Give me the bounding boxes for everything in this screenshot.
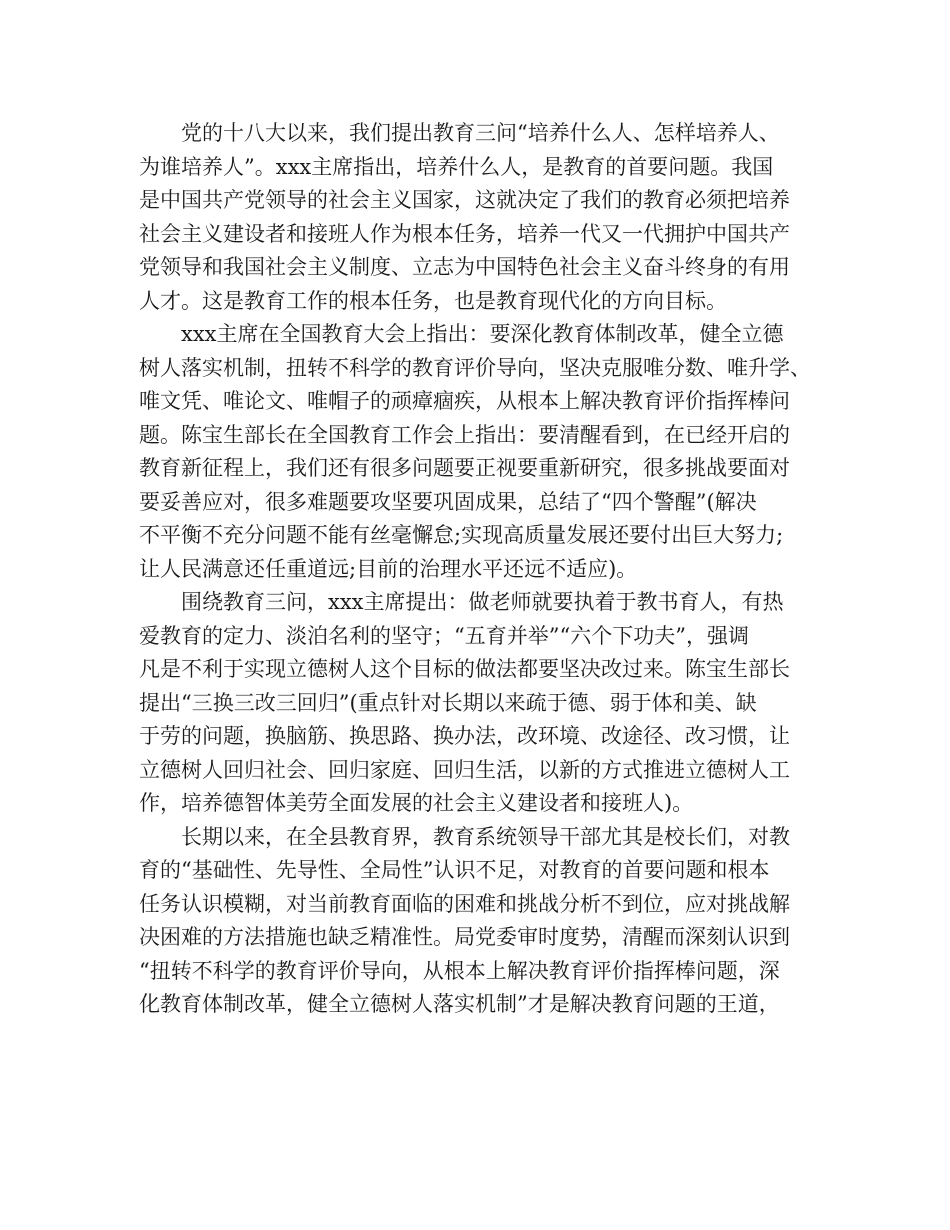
paragraph-line: 树人落实机制，扭转不科学的教育评价导向，坚决克服唯分数、唯升学、 xyxy=(139,355,811,380)
paragraph-line: 于劳的问题，换脑筋、换思路、换办法，改环境、改途径、改习惯，让 xyxy=(139,724,790,748)
paragraph xyxy=(139,117,819,318)
paragraph-line: 社会主义建设者和接班人作为根本任务，培养一代又一代拥护中国共产 xyxy=(139,221,790,246)
paragraph-line: 为谁培养人”。xxx主席指出，培养什么人，是教育的首要问题。我国 xyxy=(139,154,774,179)
paragraph-first-line: xxx主席在全国教育大会上指出：要深化教育体制改革，健全立德 xyxy=(181,322,784,346)
paragraph-line: 让人民满意还任重道远;目前的治理水平还远不适应)。 xyxy=(139,556,638,581)
paragraph-line: 唯文凭、唯论文、唯帽子的顽瘴痼疾，从根本上解决教育评价指挥棒问 xyxy=(139,389,790,413)
paragraph-line: 党领导和我国社会主义制度、立志为中国特色社会主义奋斗终身的有用 xyxy=(139,255,790,279)
paragraph-line: 化教育体制改革，健全立德树人落实机制”才是解决教育问题的王道， xyxy=(139,992,780,1016)
paragraph xyxy=(139,318,819,586)
paragraph-line: 决困难的方法措施也缺乏精准性。局党委审时度势，清醒而深刻认识到 xyxy=(139,925,790,949)
paragraph-first-line: 长期以来，在全县教育界，教育系统领导干部尤其是校长们，对教 xyxy=(181,824,790,849)
paragraph-first-line: 围绕教育三问，xxx主席提出：做老师就要执着于教书育人，有热 xyxy=(181,590,784,614)
paragraph-first-line: 党的十八大以来，我们提出教育三问“培养什么人、怎样培养人、 xyxy=(181,121,780,145)
paragraph-line: 人才。这是教育工作的根本任务，也是教育现代化的方向目标。 xyxy=(139,288,727,313)
paragraph-line: 不平衡不充分问题不能有丝毫懈怠;实现高质量发展还要付出巨大努力; xyxy=(139,523,784,547)
paragraph-line: 要妥善应对，很多难题要攻坚要巩固成果，总结了“四个警醒”(解决 xyxy=(139,489,757,514)
paragraph-line: 爱教育的定力、淡泊名利的坚守；“五育并举”“六个下功夫”，强调 xyxy=(139,623,749,648)
paragraph-line: 题。陈宝生部长在全国教育工作会上指出：要清醒看到，在已经开启的 xyxy=(139,422,790,447)
paragraph-line: 任务认识模糊，对当前教育面临的困难和挑战分析不到位，应对挑战解 xyxy=(139,891,790,916)
paragraph xyxy=(139,586,819,821)
paragraph xyxy=(139,821,819,1022)
paragraph-line: 教育新征程上，我们还有很多问题要正视要重新研究，很多挑战要面对 xyxy=(139,456,790,480)
paragraph-line: 是中国共产党领导的社会主义国家，这就决定了我们的教育必须把培养 xyxy=(139,188,790,212)
paragraph-line: 立德树人回归社会、回归家庭、回归生活，以新的方式推进立德树人工 xyxy=(139,757,790,782)
paragraph-line: “扭转不科学的教育评价导向，从根本上解决教育评价指挥棒问题，深 xyxy=(139,958,780,983)
paragraph-line: 提出“三换三改三回归”(重点针对长期以来疏于德、弱于体和美、缺 xyxy=(139,690,757,715)
paragraph-line: 凡是不利于实现立德树人这个目标的做法都要坚决改过来。陈宝生部长 xyxy=(139,657,790,681)
paragraph-line: 育的“基础性、先导性、全局性”认识不足，对教育的首要问题和根本 xyxy=(139,858,770,882)
paragraph-line: 作，培养德智体美劳全面发展的社会主义建设者和接班人)。 xyxy=(139,791,694,815)
document-body xyxy=(139,117,819,1022)
